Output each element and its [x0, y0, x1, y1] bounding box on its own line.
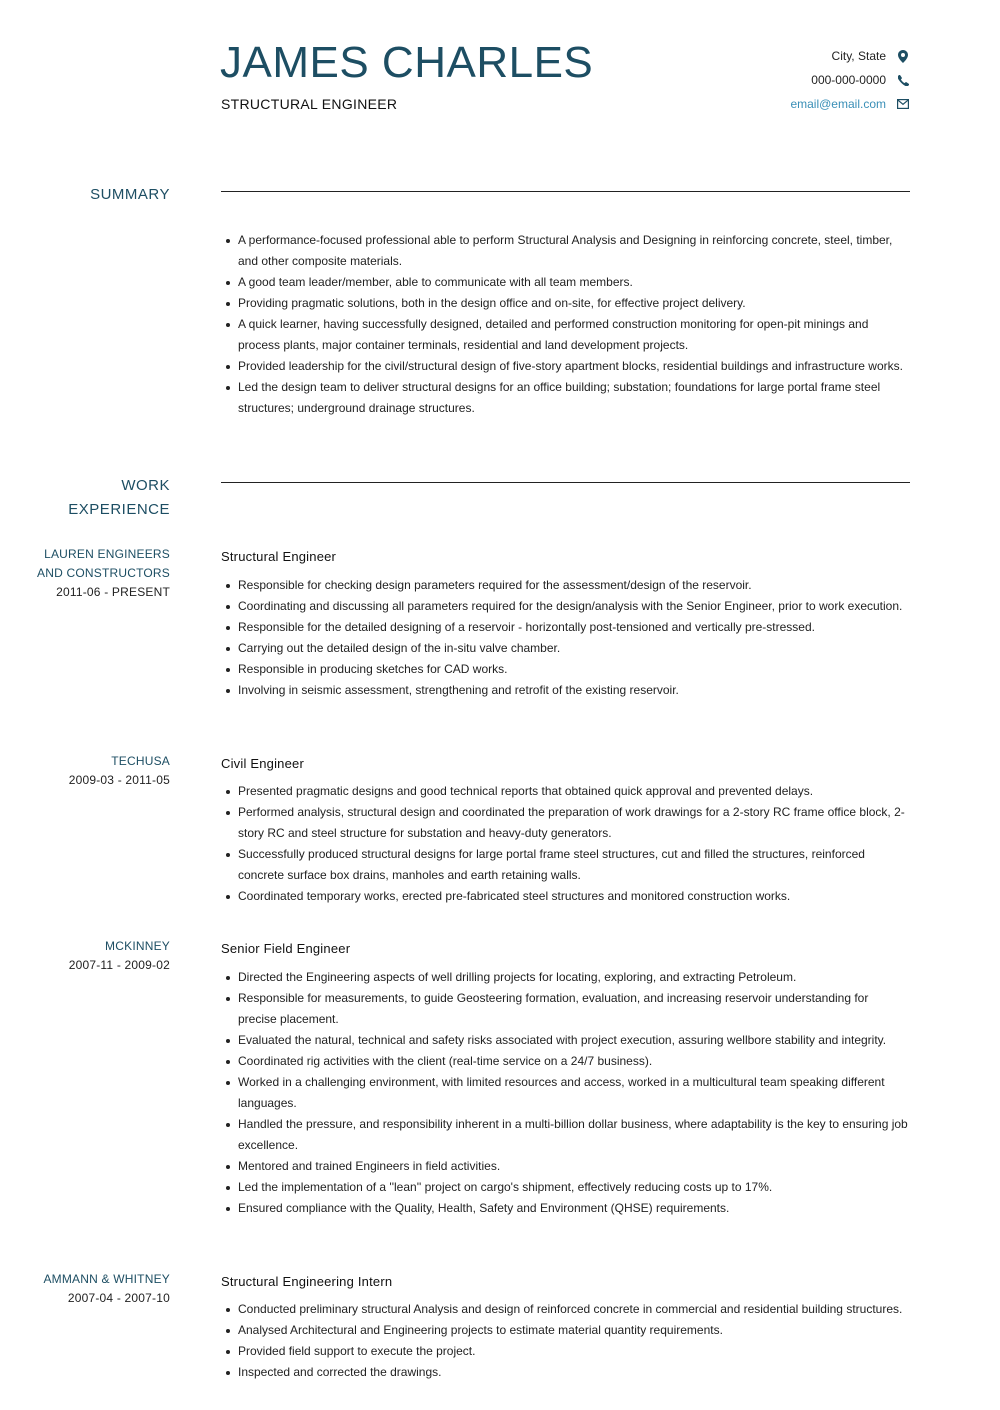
job-role: Civil Engineer [221, 756, 305, 771]
candidate-name: JAMES CHARLES [220, 38, 594, 87]
contact-email[interactable] [790, 92, 910, 116]
phone-icon [896, 73, 910, 87]
list-item: Worked in a challenging environment, with limited resources and access, worked in a multicultural team speaking different languages. [221, 1072, 910, 1114]
list-item: Responsible for checking design parameters required for the assessment/design of the reservoir. [221, 575, 910, 596]
job-role: Structural Engineer [221, 549, 337, 564]
job-duties-list [221, 967, 910, 1219]
contact-phone [790, 68, 910, 92]
list-item: Involving in seismic assessment, strengthening and retrofit of the existing reservoir. [221, 680, 910, 701]
list-item: Providing pragmatic solutions, both in the design office and on-site, for effective project delivery. [221, 293, 910, 314]
company-name: AMMANN & WHITNEY [43, 1272, 170, 1286]
map-pin-icon [896, 49, 910, 63]
list-item: Provided leadership for the civil/structural design of five-story apartment blocks, residential buildings and infrastructure works. [221, 356, 910, 377]
job-dates: 2011-06 - PRESENT [56, 585, 170, 599]
list-item: Analysed Architectural and Engineering projects to estimate material quantity requirements. [221, 1320, 910, 1341]
company-name: LAUREN ENGINEERS [44, 547, 170, 561]
phone-text: 000-000-0000 [811, 73, 886, 87]
list-item: A performance-focused professional able to perform Structural Analysis and Designing in reinforcing concrete, steel, timber, and other composite materials. [221, 230, 910, 272]
summary-list [221, 230, 910, 419]
list-item: Led the implementation of a ''lean'' project on cargo's shipment, effectively reducing costs up to 17%. [221, 1177, 910, 1198]
job-duties-list [221, 781, 910, 907]
list-item: Inspected and corrected the drawings. [221, 1362, 910, 1383]
list-item: Responsible for the detailed designing of a reservoir - horizontally post-tensioned and vertically pre-stressed. [221, 617, 910, 638]
list-item: Provided field support to execute the project. [221, 1341, 910, 1362]
job-dates: 2007-04 - 2007-10 [67, 1291, 170, 1305]
job-meta [10, 1270, 170, 1308]
list-item: Led the design team to deliver structural designs for an office building; substation; foundations for large portal frame steel structures; underground drainage structures. [221, 377, 910, 419]
list-item: Evaluated the natural, technical and safety risks associated with project execution, assuring wellbore stability and integrity. [221, 1030, 910, 1051]
list-item: A quick learner, having successfully designed, detailed and performed construction monitoring for open-pit minings and process plants, major container terminals, residential and land development projects. [221, 314, 910, 356]
job-title: STRUCTURAL ENGINEER [221, 96, 398, 112]
job-role: Senior Field Engineer [221, 941, 351, 956]
job-dates: 2009-03 - 2011-05 [68, 773, 170, 787]
job-duties-list [221, 575, 910, 701]
job-meta [10, 545, 170, 602]
divider [221, 191, 910, 192]
list-item: Successfully produced structural designs for large portal frame steel structures, cut and filled the structures, reinforced concrete surface box drains, manholes and earth retaining walls. [221, 844, 910, 886]
list-item: Responsible in producing sketches for CAD works. [221, 659, 910, 680]
section-heading-experience [30, 474, 170, 522]
list-item: Handled the pressure, and responsibility inherent in a multi-billion dollar business, where adaptability is the key to ensuring job excellence. [221, 1114, 910, 1156]
contact-location [790, 44, 910, 68]
company-name: TECHUSA [111, 754, 170, 768]
list-item: Coordinated temporary works, erected pre-fabricated steel structures and monitored construction works. [221, 886, 910, 907]
list-item: Coordinated rig activities with the client (real-time service on a 24/7 business). [221, 1051, 910, 1072]
heading-line: WORK [121, 477, 170, 494]
heading-line: EXPERIENCE [68, 501, 170, 518]
list-item: Presented pragmatic designs and good technical reports that obtained quick approval and prevented delays. [221, 781, 910, 802]
list-item: Carrying out the detailed design of the in-situ valve chamber. [221, 638, 910, 659]
company-name: MCKINNEY [105, 939, 170, 953]
divider [221, 482, 910, 483]
job-duties-list [221, 1299, 910, 1383]
job-dates: 2007-11 - 2009-02 [68, 958, 170, 972]
section-heading-summary: SUMMARY [90, 186, 170, 203]
list-item: Responsible for measurements, to guide Geosteering formation, evaluation, and increasing reservoir understanding for precise placement. [221, 988, 910, 1030]
email-link[interactable]: email@email.com [790, 97, 886, 111]
envelope-icon [896, 97, 910, 111]
company-name: AND CONSTRUCTORS [37, 566, 170, 580]
list-item: Mentored and trained Engineers in field activities. [221, 1156, 910, 1177]
list-item: A good team leader/member, able to communicate with all team members. [221, 272, 910, 293]
list-item: Coordinating and discussing all parameters required for the design/analysis with the Senior Engineer, prior to work execution. [221, 596, 910, 617]
job-role: Structural Engineering Intern [221, 1274, 393, 1289]
list-item: Ensured compliance with the Quality, Health, Safety and Environment (QHSE) requirements. [221, 1198, 910, 1219]
list-item: Directed the Engineering aspects of well drilling projects for locating, exploring, and extracting Petroleum. [221, 967, 910, 988]
location-text: City, State [831, 49, 886, 63]
contact-block [790, 44, 910, 116]
job-meta [10, 752, 170, 790]
job-meta [10, 937, 170, 975]
list-item: Performed analysis, structural design and coordinated the preparation of work drawings for a 2-story RC frame office block, 2-story RC and steel structure for substation and heavy-duty generators. [221, 802, 910, 844]
list-item: Conducted preliminary structural Analysis and design of reinforced concrete in commercial and residential building structures. [221, 1299, 910, 1320]
